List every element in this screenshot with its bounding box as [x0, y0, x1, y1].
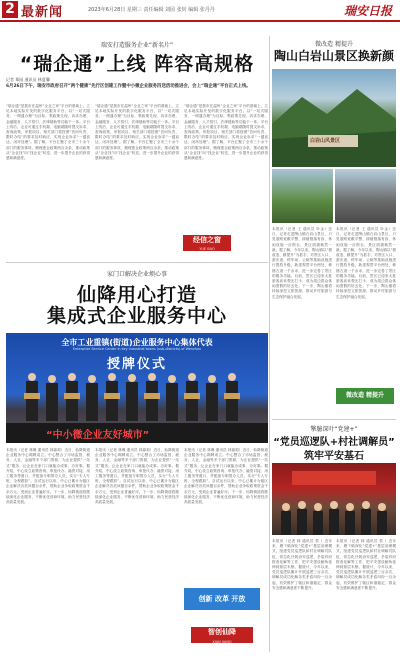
article1-title: “瑞企通”上线 阵容高规格 [19, 53, 255, 75]
article4-body-col1: 本报讯（记者 林 通讯员 蔡 ）近年来，塘下镇深化“党建+”基层治理模式，组建党员巡逻队和村社调解员队伍，常态化开展治安巡逻、矛盾纠纷排查化解等工作，把平安建设触角延伸到基层末梢。据统计，今年以来，党员巡逻队累计开展巡逻三百余次，调解员成功化解各类矛盾纠纷一百余起，有效维护了辖区和谐稳定，群众安全感和满意度不断提升。 [272, 539, 332, 590]
article2-title-line2: 集成式企业服务中心 [46, 305, 227, 327]
stamp-sub: YUE BAO [199, 247, 215, 251]
scenic-photo-left [272, 169, 333, 223]
stamp-sub-2: XIAN JIANG [212, 640, 232, 644]
scenic-photo-main [272, 69, 396, 167]
article1-byline: 记者 郑园 通讯员 林夏馨 [6, 77, 50, 82]
scenic-sign-text: 白岩山风景区 [310, 138, 341, 144]
article3-kicker: 微改造 精提升 [315, 41, 353, 48]
article1-body-col3: “瑞企通”是我市在温州“企业之家”平台的基础上，立足本地实际开发的数字化服务平台，以“一站式服务、一网通办理”为目标，集政策兑现、诉求办理、金融服务、人才招引、法律援助等功能于一体。平台上线后，企业可通过手机端、电脑端随时提交诉求，查询政策，申报项目，相关部门将按照“首问负责、限时办结”的要求及时响应，实现企业诉求“一键直达、闭环处理”。据了解，平台汇聚了全市三十余个部门的服务事项，梳理惠企政策两百余条，推动政策从“企业找”向“找企业”转变，进一步提升企业的获得感和满意度。 [184, 104, 268, 161]
article2-kicker: 家门口解决企业烦心事 [106, 271, 167, 278]
article2-body-col1: 本报讯（记者 林琳 通讯员 林嘉莉）近日，仙降街道企业服务中心揭牌成立。中心整合了市场监管、税务、人社、金融等多个部门资源，为企业提供“一站式”服务，让企业在家门口就能办成事、办好事。据介绍，中心设立政策咨询、审批代办、融资对接、用工服务等窗口，并配备专职帮办人员，实行“专人专班、全程跟踪”。自试运行以来，中心已累计为辖区企业解决各类问题百余件，帮助企业争取政策资金千余万元，受到企业普遍好评。下一步，仙降街道将继续深化企业服务，不断优化营商环境，助力民营经济高质量发展。 [6, 448, 90, 505]
article1-lead: 6月26日下午，瑞安市政府召开“两个健康”先行区创建工作暨中小微企业服务四送活动推进会，会上“瑞企通”平台正式上线。 [6, 84, 251, 89]
photo-banner: 授牌仪式 [106, 357, 167, 372]
article4-kicker: 擎臆深叶“党建+” [310, 426, 358, 433]
article1-columns [6, 104, 268, 254]
article3-title: 陶山白岩山景区换新颜 [273, 49, 394, 63]
stamp-label: 经信之窗 [193, 236, 221, 244]
promo-label: 创新 改革 开放 [198, 595, 246, 603]
article4-body-col2: 本报讯（记者 林 通讯员 蔡 ）近年来，塘下镇深化“党建+”基层治理模式，组建党员巡逻队和村社调解员队伍，常态化开展治安巡逻、矛盾纠纷排查化解等工作，把平安建设触角延伸到基层末梢。据统计，今年以来，党员巡逻队累计开展巡逻三百余次，调解员成功化解各类矛盾纠纷一百余起，有效维护了辖区和谐稳定，群众安全感和满意度不断提升。 [336, 539, 396, 590]
section-divider-left [6, 262, 268, 263]
party-meeting-photo [272, 463, 396, 535]
stamp-label-2: 智创仙降 [208, 628, 236, 636]
ceremony-photo [6, 333, 268, 443]
article1-body-col1: “瑞企通”是我市在温州“企业之家”平台的基础上，立足本地实际开发的数字化服务平台，以“一站式服务、一网通办理”为目标，集政策兑现、诉求办理、金融服务、人才招引、法律援助等功能于一体。平台上线后，企业可通过手机端、电脑端随时提交诉求，查询政策，申报项目，相关部门将按照“首问负责、限时办结”的要求及时响应，实现企业诉求“一键直达、闭环处理”。据了解，平台汇聚了全市三十余个部门的服务事项，梳理惠企政策两百余条，推动政策从“企业找”向“找企业”转变，进一步提升企业的获得感和满意度。 [6, 104, 90, 161]
article2-body-col3: 本报讯（记者 林琳 通讯员 林嘉莉）近日，仙降街道企业服务中心揭牌成立。中心整合了市场监管、税务、人社、金融等多个部门资源，为企业提供“一站式”服务，让企业在家门口就能办成事、办好事。据介绍，中心设立政策咨询、审批代办、融资对接、用工服务等窗口，并配备专职帮办人员，实行“专人专班、全程跟踪”。自试运行以来，中心已累计为辖区企业解决各类问题百余件，帮助企业争取政策资金千余万元，受到企业普遍好评。下一步，仙降街道将继续深化企业服务，不断优化营商环境，助力民营经济高质量发展。 [184, 448, 268, 505]
scenic-photo-right [335, 169, 396, 223]
newspaper-logo: 瑞安日报 [344, 4, 393, 18]
issue-meta: 2023年6月28日 星期三 责任编辑 刘园 张钊 编辑 张丹丹 [88, 7, 215, 13]
article3-body-col1: 本报讯（记者 王 通讯员 叶金）近日，记者走进陶山镇白岩山景区，只见道路宽敞平整、绿植错落有致、休闲设施一应俱全，景区面貌焕然一新。据了解，今年以来，陶山镇以“微改造、精提升”为抓手，对景区入口、游步道、停车场、公厕等基础设施进行提档升级，新建观景平台两处，修缮古道一千余米，进一步完善了景区的服务功能。目前，景区已迎来大批游客前来观光打卡，成为周边群众休闲度假的好去处。下一步，陶山镇将持续深挖文旅资源，推动乡村旅游与生态保护融合发展。 [272, 227, 332, 299]
article2-promo-box [184, 588, 260, 610]
photo-subtitle: Enterprise Service Center in key industrial towns (sub-districts) of Wenzhou [72, 347, 202, 351]
photo-title: 全市工业重镇(街道)企业服务中心集体代表 [61, 338, 213, 347]
photo-banner-2: “中小微企业友好城市” [46, 430, 150, 441]
article2-title-line1: 仙降用心打造 [76, 284, 197, 306]
article3-column-stamp [336, 388, 394, 404]
article1-body-col2: “瑞企通”是我市在温州“企业之家”平台的基础上，立足本地实际开发的数字化服务平台，以“一站式服务、一网通办理”为目标，集政策兑现、诉求办理、金融服务、人才招引、法律援助等功能于一体。平台上线后，企业可通过手机端、电脑端随时提交诉求，查询政策，申报项目，相关部门将按照“首问负责、限时办结”的要求及时响应，实现企业诉求“一键直达、闭环处理”。据了解，平台汇聚了全市三十余个部门的服务事项，梳理惠企政策两百余条，推动政策从“企业找”向“找企业”转变，进一步提升企业的获得感和满意度。 [95, 104, 179, 161]
stamp-label-3: 微改造 精提升 [345, 392, 385, 399]
article2-body-col2: 本报讯（记者 林琳 通讯员 林嘉莉）近日，仙降街道企业服务中心揭牌成立。中心整合了市场监管、税务、人社、金融等多个部门资源，为企业提供“一站式”服务，让企业在家门口就能办成事、办好事。据介绍，中心设立政策咨询、审批代办、融资对接、用工服务等窗口，并配备专职帮办人员，实行“专人专班、全程跟踪”。自试运行以来，中心已累计为辖区企业解决各类问题百余件，帮助企业争取政策资金千余万元，受到企业普遍好评。下一步，仙降街道将继续深化企业服务，不断优化营商环境，助力民营经济高质量发展。 [95, 448, 179, 505]
article2-column-stamp [191, 627, 253, 643]
meeting-graphic [272, 463, 396, 535]
column-divider [269, 36, 270, 652]
article1-column-stamp [183, 235, 231, 251]
mountain-graphic [272, 69, 396, 167]
section-divider-right [272, 419, 396, 420]
article4-columns [272, 539, 396, 653]
section-title: 最新闻 [21, 5, 64, 20]
article4-title-line1: “党员巡逻队+村社调解员” [273, 437, 395, 448]
article4-title-line2: 筑牢平安基石 [304, 451, 364, 462]
article2-columns [6, 448, 268, 653]
page-number: 2 [2, 1, 18, 18]
article1-kicker: 瑞安打造服务企业“新名片” [100, 42, 174, 49]
article3-body-col2: 本报讯（记者 王 通讯员 叶金）近日，记者走进陶山镇白岩山景区，只见道路宽敞平整、绿植错落有致、休闲设施一应俱全，景区面貌焕然一新。据了解，今年以来，陶山镇以“微改造、精提升”为抓手，对景区入口、游步道、停车场、公厕等基础设施进行提档升级，新建观景平台两处，修缮古道一千余米，进一步完善了景区的服务功能。目前，景区已迎来大批游客前来观光打卡，成为周边群众休闲度假的好去处。下一步，陶山镇将持续深挖文旅资源，推动乡村旅游与生态保护融合发展。 [336, 227, 396, 299]
